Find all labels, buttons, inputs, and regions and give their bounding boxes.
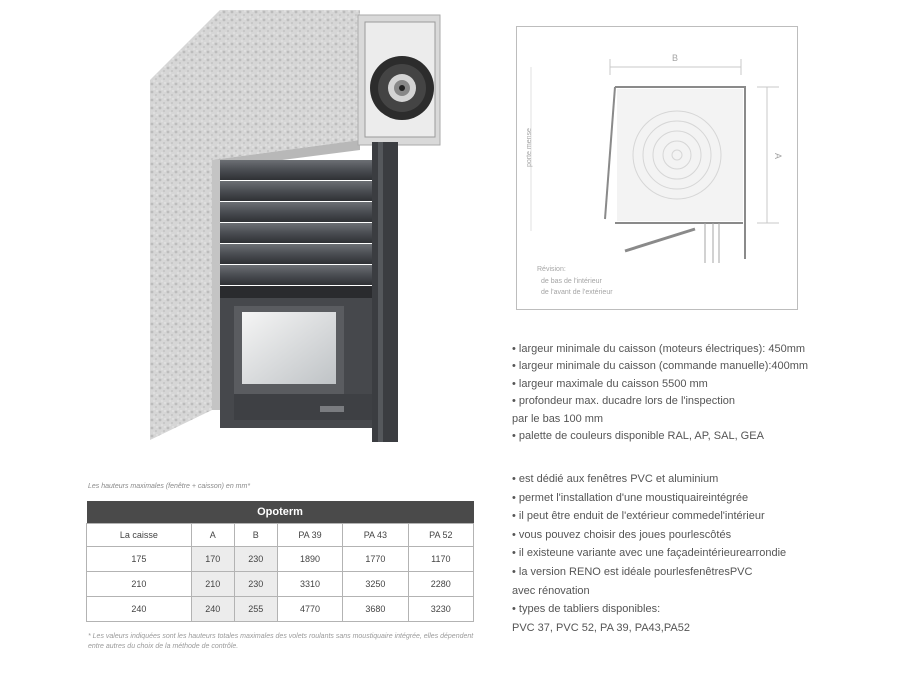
column-header: PA 52 bbox=[408, 524, 473, 547]
dimension-a-label: A bbox=[773, 152, 784, 160]
list-item: • permet l'installation d'une moustiquaireintégrée bbox=[512, 491, 749, 504]
column-header: PA 39 bbox=[277, 524, 342, 547]
table-cell: 175 bbox=[87, 547, 192, 572]
table-cell: 1770 bbox=[343, 547, 408, 572]
list-item: • largeur minimale du caisson (commande manuelle):400mm bbox=[512, 360, 809, 373]
table-caption: Les hauteurs maximales (fenêtre + caisson) en mm* bbox=[88, 483, 251, 490]
list-item: • vous pouvez choisir des joues pourlescôtés bbox=[512, 528, 732, 541]
table-cell: 210 bbox=[191, 572, 234, 597]
list-item: • il peut être enduit de l'extérieur commedel'intérieur bbox=[512, 510, 765, 523]
table-cell: 4770 bbox=[277, 597, 342, 622]
list-item: • est dédié aux fenêtres PVC et aluminium bbox=[512, 473, 719, 485]
table-row bbox=[87, 572, 474, 597]
legend-item: de bas de l'intérieur bbox=[541, 278, 602, 285]
table-row bbox=[87, 547, 474, 572]
caisson-box bbox=[358, 15, 440, 145]
spec-list bbox=[512, 341, 808, 445]
column-header: A bbox=[191, 524, 234, 547]
table-row bbox=[87, 597, 474, 622]
list-item: • il existeune variante avec une façadeintérieurearrondie bbox=[512, 547, 787, 560]
table-cell: 170 bbox=[191, 547, 234, 572]
list-item: • types de tabliers disponibles: PVC 37, PVC 52, PA 39, PA43,PA52 bbox=[512, 603, 690, 634]
table-cell: 3680 bbox=[343, 597, 408, 622]
roller-shutter-illustration bbox=[150, 10, 450, 450]
dimension-b-label: B bbox=[672, 53, 679, 63]
table-cell: 3230 bbox=[408, 597, 473, 622]
table-cell: 230 bbox=[234, 572, 277, 597]
table-footnote: * Les valeurs indiquées sont les hauteurs totales maximales des volets roulants sans moustiquaire intégrée, elles dépendent entre autres du choix de la méthode de contrôle. bbox=[88, 633, 474, 650]
table-cell: 230 bbox=[234, 547, 277, 572]
vertical-label: porte mense bbox=[526, 128, 533, 167]
table-cell: 1890 bbox=[277, 547, 342, 572]
list-item: • largeur minimale du caisson (moteurs électriques): 450mm bbox=[512, 343, 806, 355]
list-item: • profondeur max. ducadre lors de l'inspection par le bas 100 mm bbox=[512, 395, 736, 425]
legend-item: de l'avant de l'extérieur bbox=[541, 289, 613, 296]
window-frame bbox=[220, 298, 372, 428]
list-item: • palette de couleurs disponible RAL, AP, SAL, GEA bbox=[512, 430, 764, 443]
table-cell: 2280 bbox=[408, 572, 473, 597]
table-cell: 255 bbox=[234, 597, 277, 622]
legend-title: Révision: bbox=[537, 266, 566, 273]
table-cell: 3310 bbox=[277, 572, 342, 597]
table-cell: 3250 bbox=[343, 572, 408, 597]
table-cell: 240 bbox=[87, 597, 192, 622]
list-item: • largeur maximale du caisson 5500 mm bbox=[512, 377, 708, 390]
column-header: B bbox=[234, 524, 277, 547]
table-title: Opoterm bbox=[87, 501, 474, 524]
feature-list bbox=[512, 470, 786, 637]
shutter-curtain bbox=[220, 160, 372, 298]
column-header: PA 43 bbox=[343, 524, 408, 547]
table-cell: 240 bbox=[191, 597, 234, 622]
dimension-table bbox=[86, 501, 474, 622]
table-cell: 210 bbox=[87, 572, 192, 597]
list-item: • la version RENO est idéale pourlesfenêtresPVC avec rénovation bbox=[512, 565, 753, 597]
column-header: La caisse bbox=[87, 524, 192, 547]
caisson-dimension-diagram bbox=[516, 26, 798, 310]
table-cell: 1170 bbox=[408, 547, 473, 572]
